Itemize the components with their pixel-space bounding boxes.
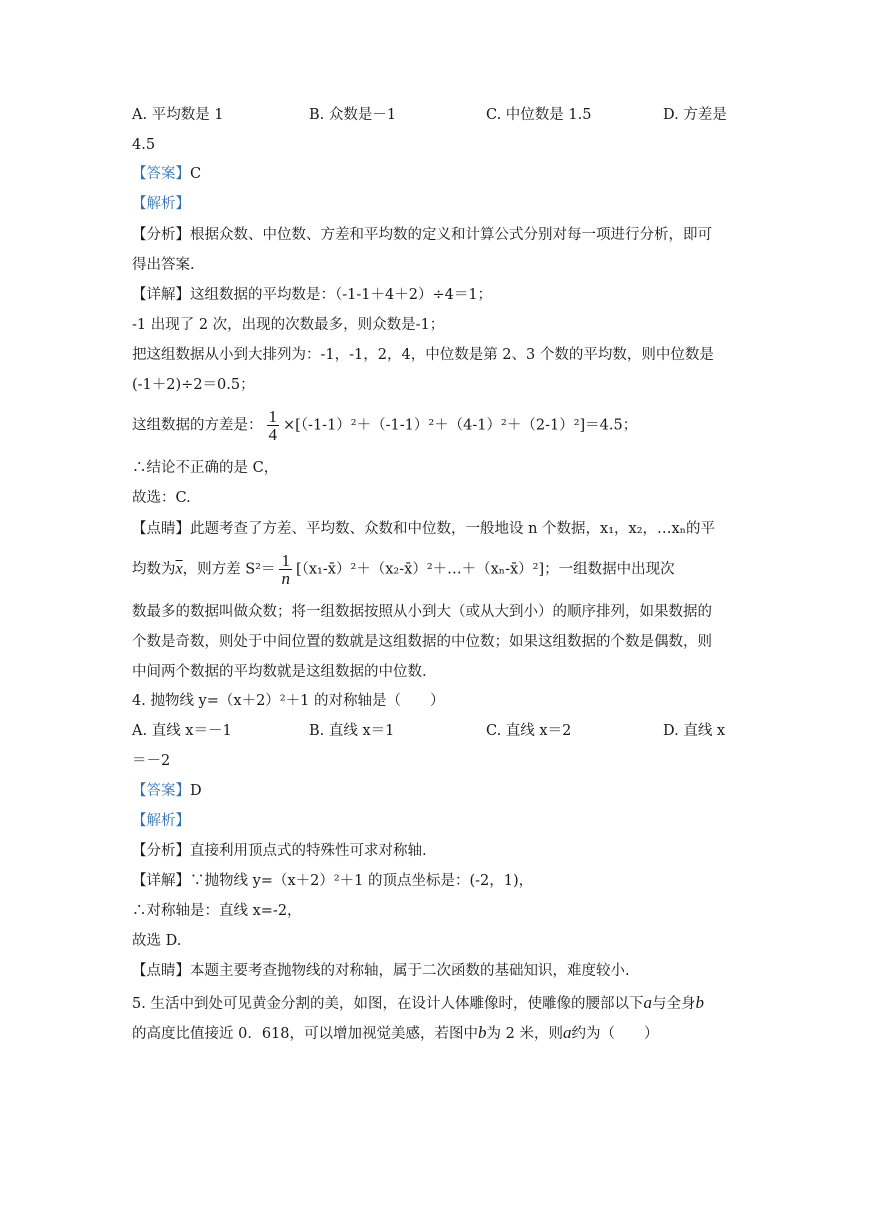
answer-value: D [190, 783, 202, 799]
fraction-denominator: 4 [268, 425, 277, 444]
q3-xiangjie-line-3: 把这组数据从小到大排列为：-1，-1，2，4，中位数是第 2、3 个数的平均数，则中位数是 [132, 347, 714, 363]
q5-stem-line-2 [132, 1021, 658, 1046]
xiangjie-tag: 【详解】 [132, 873, 190, 889]
q3-option-d-continued: 4.5 [132, 137, 156, 153]
q5-stem-mid: 与全身 [651, 996, 696, 1012]
fenxi-text: 根据众数、中位数、方差和平均数的定义和计算公式分别对每一项进行分析，即可 [190, 227, 712, 243]
x-bar-symbol: $\overline{x}$ [175, 560, 183, 578]
q4-option-d-continued: ＝－2 [132, 753, 171, 769]
variable-a: a [643, 993, 652, 1012]
mean-label: 均数为 [132, 561, 176, 578]
variable-b: b [478, 1023, 487, 1042]
variance-label: ，则方差 S²＝ [182, 561, 276, 578]
fraction-numerator: 1 [281, 551, 290, 570]
fenxi-tag: 【分析】 [132, 227, 190, 243]
q5-stem-text: 约为（ ） [571, 1026, 659, 1042]
variable-b: b [695, 993, 704, 1012]
q5-stem-line-1 [132, 991, 704, 1016]
xiangjie-text: 这组数据的平均数是：（-1-1＋4＋2）÷4＝1； [190, 287, 493, 303]
q4-stem: 4. 抛物线 y=（x＋2）²＋1 的对称轴是（ ） [132, 693, 445, 709]
fenxi-tag: 【分析】 [132, 843, 190, 859]
q3-xiangjie-line-4: (-1＋2)÷2＝0.5； [132, 377, 255, 393]
fraction-numerator: 1 [268, 407, 277, 426]
fraction-denominator: n [281, 569, 290, 588]
q3-option-d: D. 方差是 [663, 107, 727, 123]
q4-option-b: B. 直线 x＝1 [309, 723, 395, 739]
q3-option-a: A. 平均数是 1 [132, 107, 224, 123]
q4-option-a: A. 直线 x＝－1 [132, 723, 232, 739]
q4-xiangjie-line-2: ∴对称轴是：直线 x=-2， [132, 903, 302, 919]
q3-dianjing-line-3: 数最多的数据叫做众数；将一组数据按照从小到大（或从大到小）的顺序排列，如果数据的 [132, 604, 712, 620]
fenxi-text: 直接利用顶点式的特殊性可求对称轴. [190, 843, 427, 859]
fraction-one-over-n [279, 552, 292, 587]
q4-fenxi-line [132, 841, 427, 861]
variance-expression: ×[（-1-1）²＋（-1-1）²＋（4-1）²＋（2-1）²]＝4.5； [283, 417, 638, 434]
xiangjie-tag: 【详解】 [132, 287, 190, 303]
variable-a: a [562, 1023, 572, 1042]
q3-option-c: C. 中位数是 1.5 [486, 107, 592, 123]
q4-dianjing-line [132, 961, 630, 981]
q5-stem-text: 的高度比值接近 0．618，可以增加视觉美感，若图中 [132, 1026, 479, 1042]
q3-fenxi-line-2: 得出答案. [132, 257, 195, 273]
answer-value: C [190, 166, 202, 182]
q3-answer-line [132, 164, 201, 184]
variance-prefix: 这组数据的方差是： [132, 417, 263, 434]
q4-choice: 故选 D. [132, 933, 182, 949]
q3-dianjing-line-4: 个数是奇数，则处于中间位置的数就是这组数据的中位数；如果这组数据的个数是偶数，则 [132, 634, 712, 650]
q5-stem-text: 为 2 米，则 [486, 1026, 563, 1042]
dianjing-tag: 【点睛】 [132, 521, 190, 537]
q3-dianjing-line-2 [132, 552, 675, 587]
q3-analysis-tag: 【解析】 [132, 196, 190, 212]
q4-xiangjie-line-1 [132, 871, 533, 891]
dianjing-tag: 【点睛】 [132, 963, 190, 979]
q3-fenxi-line-1 [132, 225, 712, 245]
q3-xiangjie-line-1 [132, 285, 492, 305]
q5-stem-text: 5. 生活中到处可见黄金分割的美，如图，在设计人体雕像时，使雕像的腰部以下 [132, 996, 644, 1012]
q4-answer-line [132, 781, 202, 801]
q3-option-b: B. 众数是－1 [309, 107, 397, 123]
fraction-one-quarter [267, 408, 280, 443]
xiangjie-text: ∵抛物线 y=（x＋2）²＋1 的顶点坐标是：(-2，1)， [190, 873, 534, 889]
q3-xiangjie-line-2: -1 出现了 2 次，出现的次数最多，则众数是-1； [132, 317, 445, 333]
q3-choice: 故选：C. [132, 490, 191, 506]
variance-formula: [（x₁-x̄）²＋（x₂-x̄）²＋…＋（xₙ-x̄）²]；一组数据中出现次 [295, 561, 675, 578]
answer-tag: 【答案】 [132, 166, 190, 182]
q3-variance-line [132, 408, 637, 443]
q4-option-c: C. 直线 x＝2 [486, 723, 572, 739]
q3-dianjing-line-1 [132, 519, 715, 539]
dianjing-text: 本题主要考查抛物线的对称轴，属于二次函数的基础知识，难度较小. [190, 963, 630, 979]
q4-option-d: D. 直线 x [663, 723, 726, 739]
q3-dianjing-line-5: 中间两个数据的平均数就是这组数据的中位数. [132, 664, 427, 680]
q4-analysis-tag: 【解析】 [132, 813, 190, 829]
answer-tag: 【答案】 [132, 783, 190, 799]
dianjing-text: 此题考查了方差、平均数、众数和中位数，一般地设 n 个数据，x₁，x₂，…xₙ的平 [190, 521, 715, 537]
q3-conclusion: ∴结论不正确的是 C， [132, 460, 279, 476]
